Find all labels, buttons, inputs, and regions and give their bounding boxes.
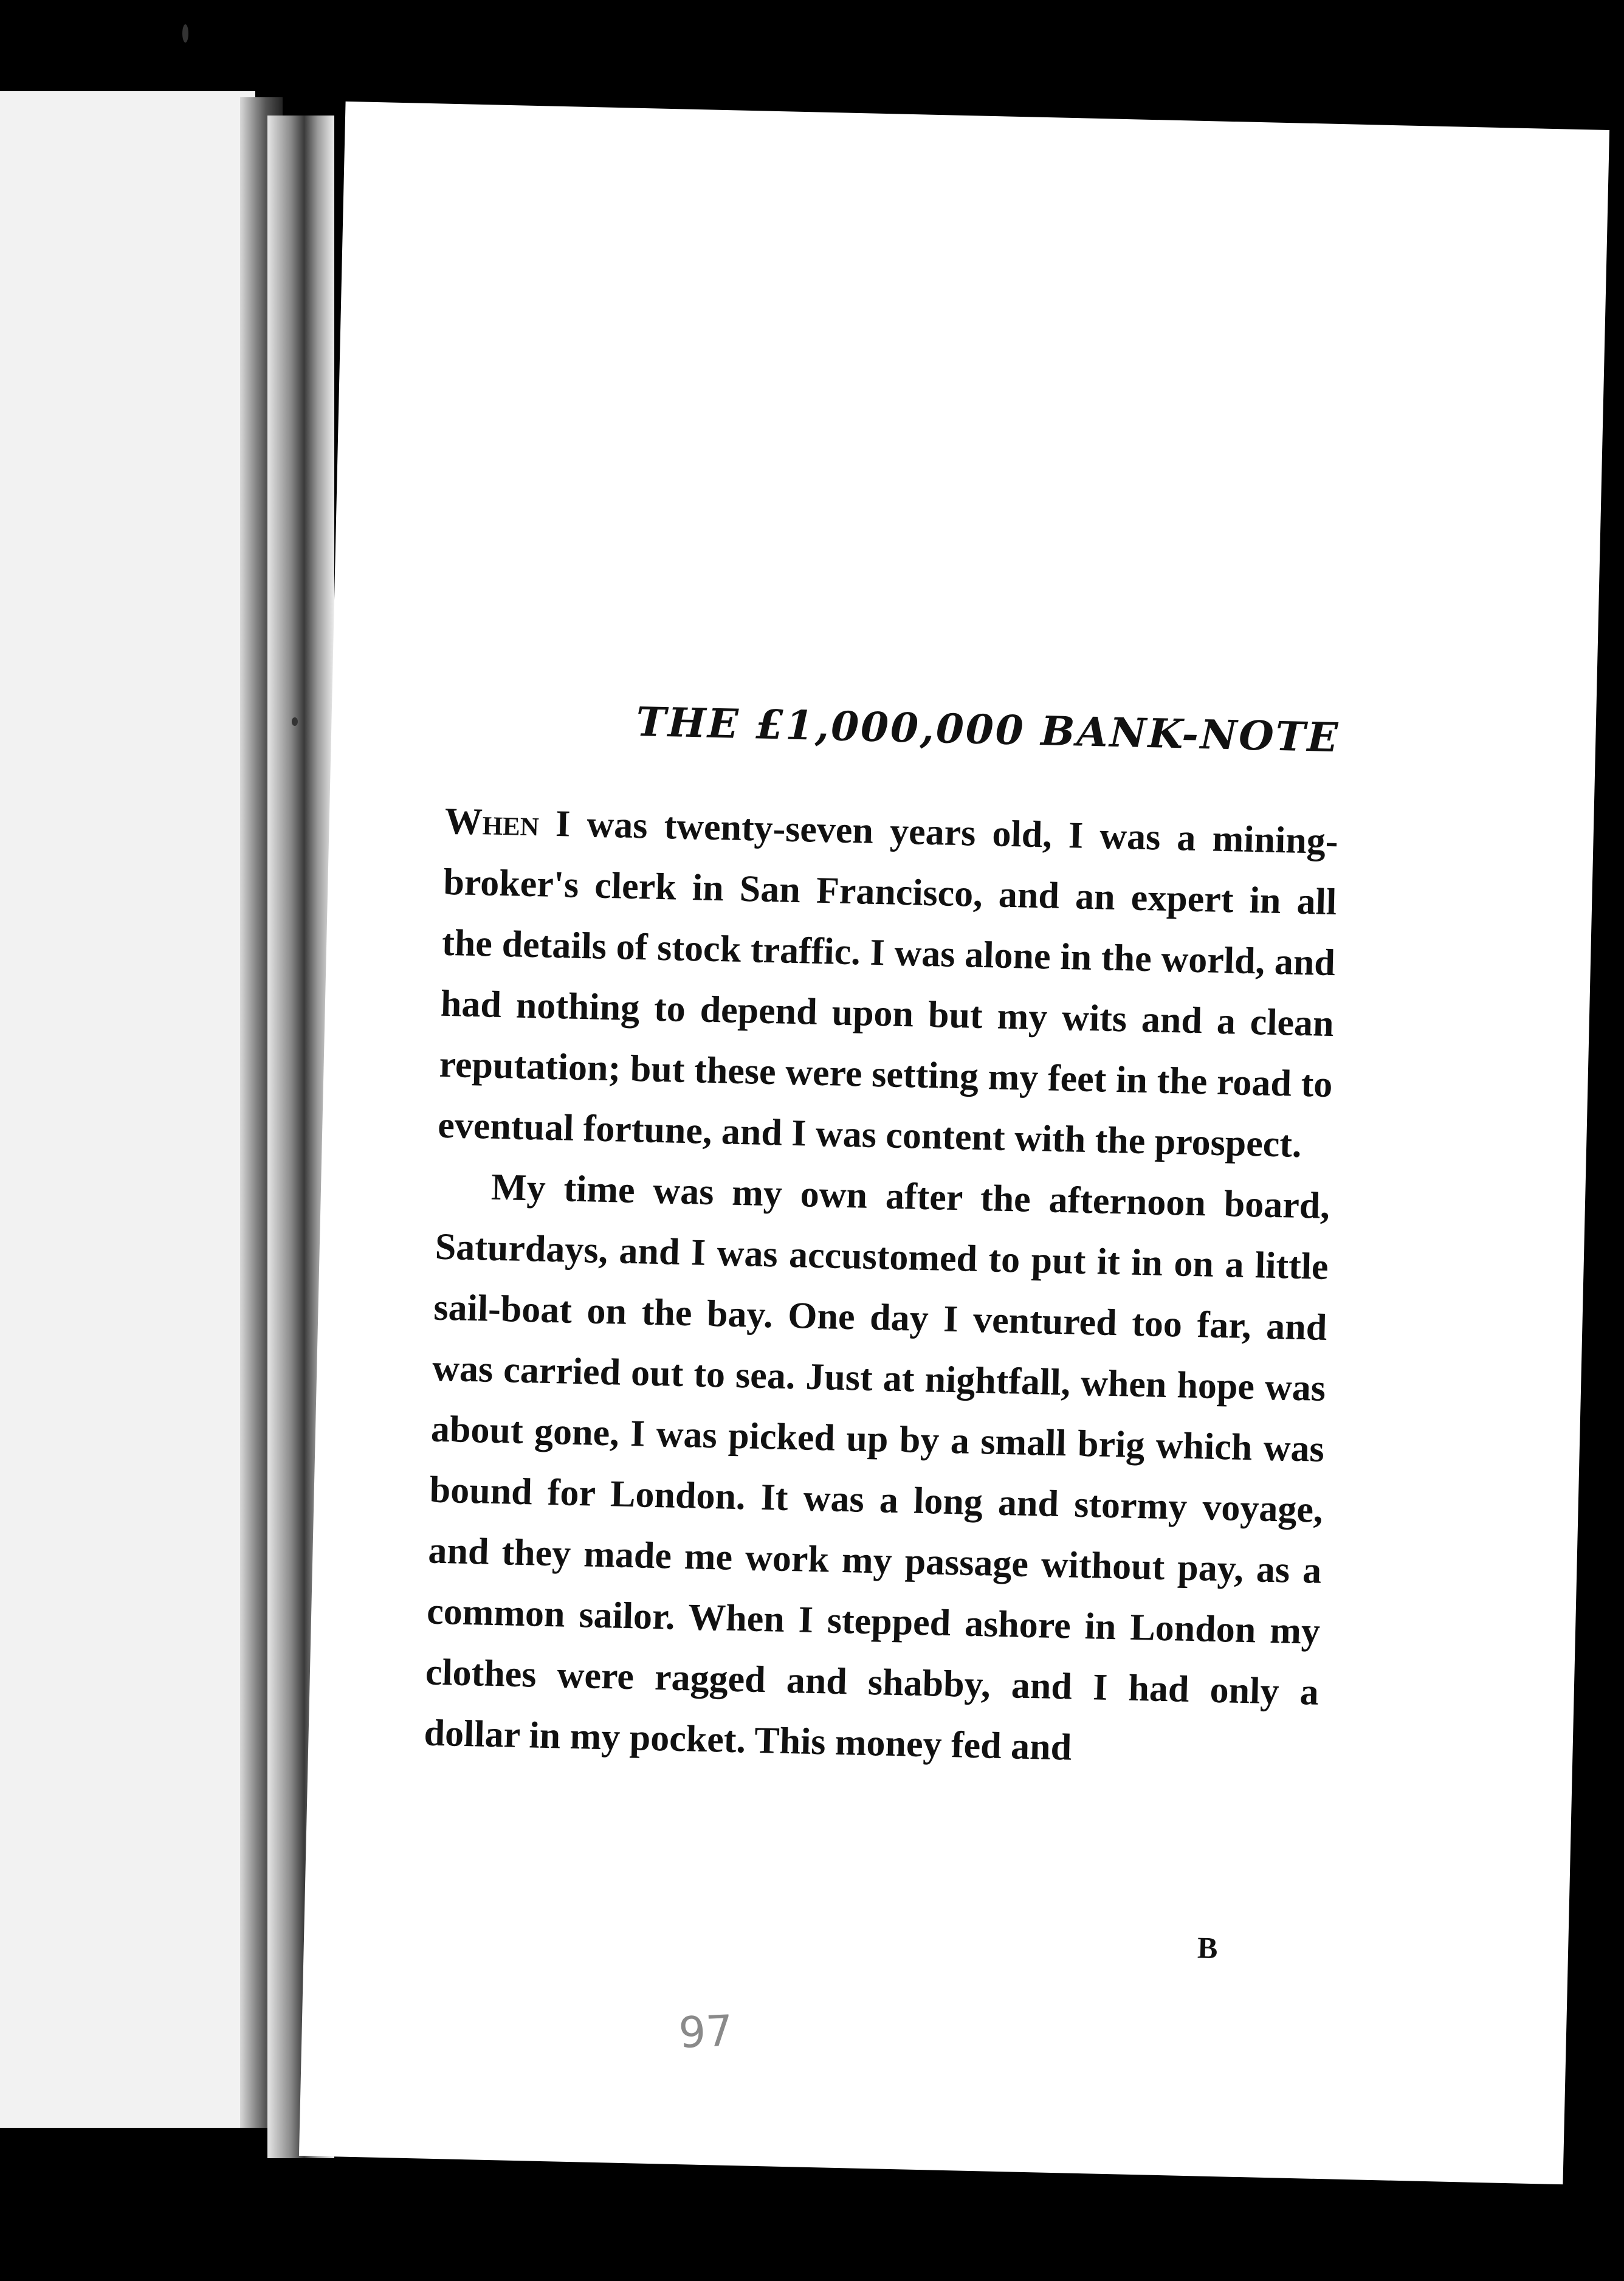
pencil-annotation: 97 — [677, 2006, 734, 2058]
scan-speck — [292, 717, 298, 726]
book-page — [299, 102, 1609, 2184]
chapter-title: THE £1,000,000 BANK-NOTE — [635, 697, 1340, 762]
paragraph-1 — [437, 791, 1338, 1176]
left-page — [0, 91, 255, 2128]
signature-mark: B — [1197, 1930, 1219, 1965]
scan-speck — [182, 24, 188, 43]
paragraph-text: My time was my own after the afternoon board, Saturdays, and I was accustomed to put it in on a little sail-boat on the bay. One day I ventured too far, and was carried out to sea. Just at nightfall, when hope was about gone, I was picked up by a small brig which was bound for London. It was a long and stormy voyage, and they made me work my passage without pay, as a common sailor. When I stepped ashore in London my clothes were ragged and shabby, and I had only a dollar in my pocket. This money fed and — [423, 1166, 1330, 1769]
paragraph-2 — [424, 1156, 1330, 1784]
page-body — [424, 791, 1339, 1784]
paragraph-text: I was twenty-seven years old, I was a mining-broker's clerk in San Francisco, and an expert in all the details of stock traffic. I was alone in the world, and had nothing to depend upon but my wits and a clean reputation; but these were setting my feet in the road to eventual fortune, and I was content with the prospect. — [437, 802, 1339, 1165]
paragraph-lead: When — [444, 800, 540, 844]
